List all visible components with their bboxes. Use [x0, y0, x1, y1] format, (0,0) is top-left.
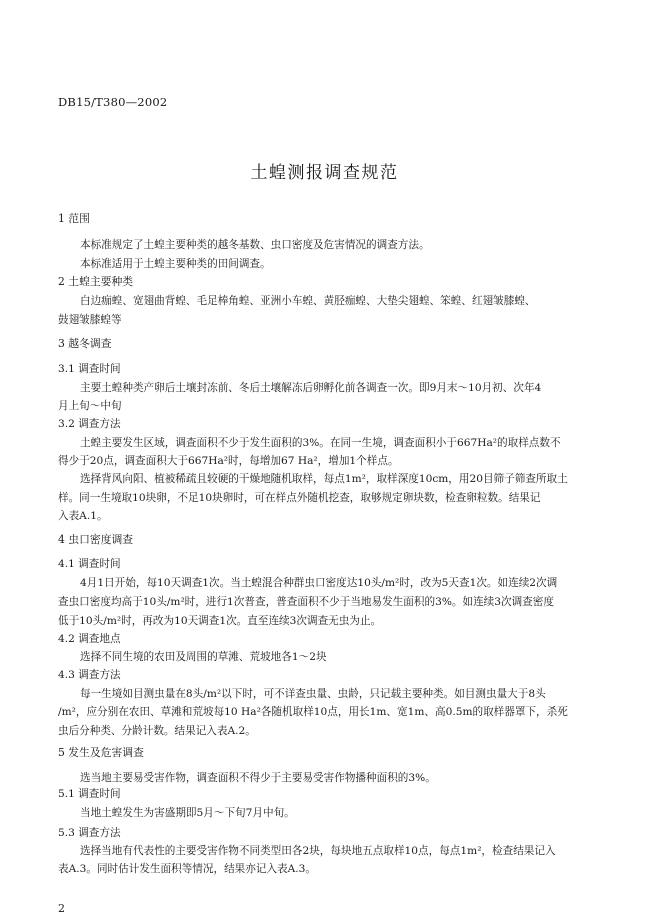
paragraph: 得少于20点，调查面积大于667Ha²时，每增加67 Ha²，增加1个样点。 — [58, 455, 399, 467]
paragraph: 本标准适用于土蝗主要种类的田间调查。 — [80, 258, 271, 270]
subsection-4-1-heading: 4.1 调查时间 — [58, 558, 121, 570]
section-2-heading: 2 土蝗主要种类 — [58, 275, 134, 288]
paragraph: 虫后分种类、分龄计数。结果记入表A.2。 — [58, 725, 256, 737]
subsection-4-3-heading: 4.3 调查方法 — [58, 669, 121, 681]
standard-code: DB15/T380—2002 — [58, 95, 168, 109]
paragraph: 选择当地有代表性的主要受害作物不同类型田各2块，每块地五点取样10点，每点1m²，检查结果记入 — [80, 845, 556, 857]
paragraph: 选当地主要易受害作物，调查面积不得少于主要易受害作物播种面积的3%。 — [80, 772, 436, 784]
paragraph: 当地土蝗发生为害盛期即5月～下旬7月中旬。 — [80, 807, 295, 819]
paragraph: 土蝗主要发生区域，调查面积不少于发生面积的3%。在同一生境，调查面积小于667Ha²的取样点数不 — [80, 437, 561, 449]
paragraph: 表A.3。同时估计发生面积等情况，结果亦记入表A.3。 — [58, 863, 316, 875]
subsection-5-1-heading: 5.1 调查时间 — [58, 788, 121, 800]
subsection-3-2-heading: 3.2 调查方法 — [58, 418, 121, 430]
section-4-heading: 4 虫口密度调查 — [58, 533, 134, 546]
paragraph: 每一生境如目测虫量在8头/m²以下时，可不详查虫量、虫龄，只记载主要种类。如目测虫量大于8头 — [80, 688, 546, 700]
paragraph: 月上旬～中旬 — [58, 400, 122, 412]
section-1-heading: 1 范围 — [58, 212, 90, 225]
paragraph: 白边痂蝗、宽翅曲背蝗、毛足棒角蝗、亚洲小车蝗、黄胫痂蝗、大垫尖翅蝗、笨蝗、红翅皱膝蝗、 — [80, 295, 536, 307]
section-3-heading: 3 越冬调查 — [58, 337, 112, 350]
paragraph: 低于10头/m²时，再改为10天调查1次。直至连续3次调查无虫为止。 — [58, 615, 382, 627]
subsection-4-2-heading: 4.2 调查地点 — [58, 633, 121, 645]
section-5-heading: 5 发生及危害调查 — [58, 746, 144, 759]
paragraph: 选择不同生境的农田及周围的草滩、荒坡地各1～2块 — [80, 651, 327, 663]
paragraph: 样。同一生境取10块卵，不足10块卵时，可在样点外随机挖查，取够规定卵块数，检查卵粒数。结果记 — [58, 492, 541, 504]
paragraph: 入表A.1。 — [58, 510, 108, 522]
page-number: 2 — [58, 902, 65, 915]
paragraph: 查虫口密度均高于10头/m²时，进行1次普查，普查面积不少于当地易发生面积的3%。如连续3次调查密度 — [58, 596, 554, 608]
paragraph: /m²，应分别在农田、草滩和荒坡每10 Ha²各随机取样10点，用长1m、宽1m、高0.5m的取样器罩下，杀死 — [58, 706, 568, 718]
paragraph: 选择背风向阳、植被稀疏且较硬的干燥地随机取样，每点1m²，取样深度10cm，用20目筛子筛查所取土 — [80, 473, 568, 485]
paragraph: 鼓翅皱膝蝗等 — [58, 314, 122, 326]
paragraph: 主要土蝗种类产卵后土壤封冻前、冬后土壤解冻后卵孵化前各调查一次。即9月末～10月初、次年4 — [80, 382, 542, 394]
subsection-3-1-heading: 3.1 调查时间 — [58, 363, 121, 375]
paragraph: 4月1日开始，每10天调查1次。当土蝗混合种群虫口密度达10头/m²时，改为5天查1次。如连续2次调 — [80, 577, 558, 589]
document-title: 土蝗测报调查规范 — [250, 163, 399, 183]
subsection-5-3-heading: 5.3 调查方法 — [58, 827, 121, 839]
paragraph: 本标准规定了土蝗主要种类的越冬基数、虫口密度及危害情况的调查方法。 — [80, 239, 430, 251]
